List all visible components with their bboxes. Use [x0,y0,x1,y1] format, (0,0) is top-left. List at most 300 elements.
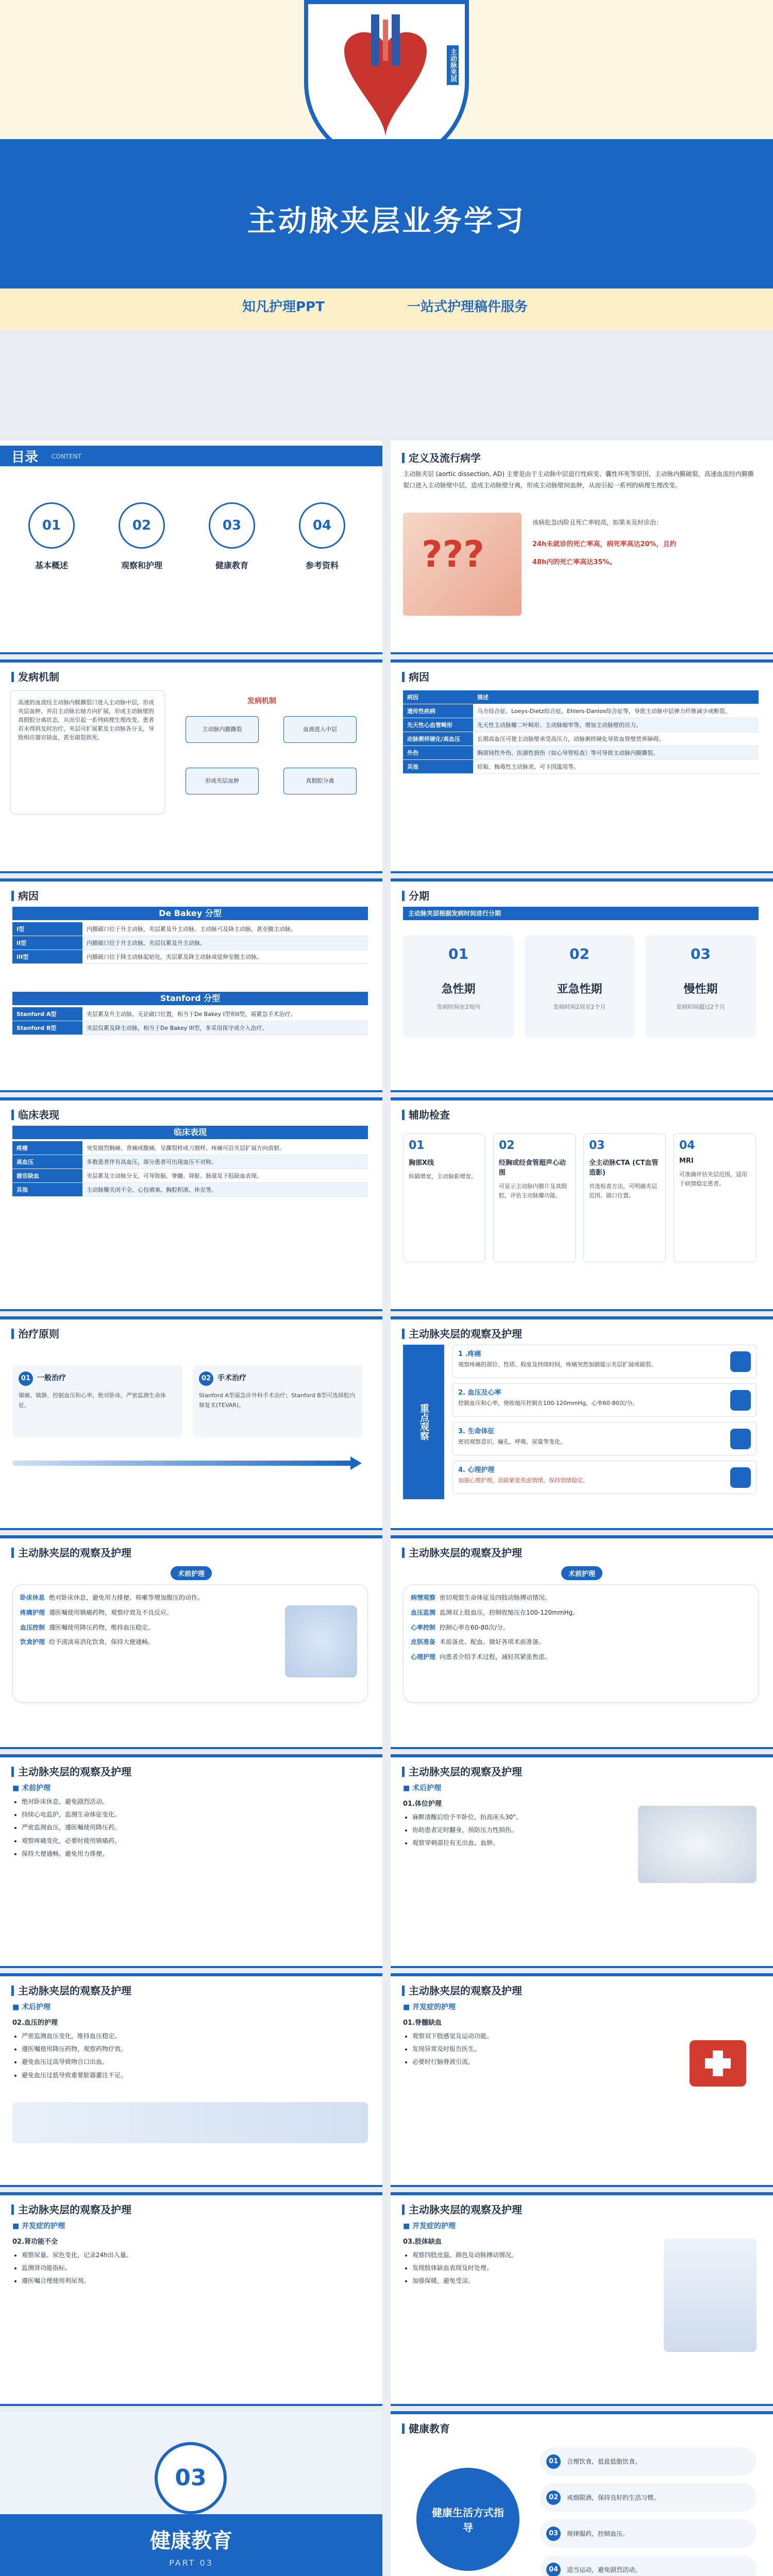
exam-items [403,1133,759,1267]
row-value: 妊娠、梅毒性主动脉炎、可卡因滥用等。 [473,760,759,774]
list-item: • 麻醉清醒后给予半卧位，抬高床头30°。 [412,1811,629,1824]
list-item: • 避免血压过高导致吻合口出血。 [22,2056,377,2069]
obs1-side-label: 重点观察 [418,1403,429,1440]
exam-card [403,1133,485,1262]
phase-card [524,935,635,1038]
obs1-item-desc: 观察疼痛的部位、性质、程度及持续时间，疼痛突然加剧提示夹层扩展或破裂。 [458,1361,657,1368]
obs6-image [12,2102,368,2143]
table-row [12,1007,368,1021]
top-bar [391,878,773,882]
toc-item-label: 基本概述 [35,561,68,570]
observation-slide-9 [391,2192,773,2406]
mechanism-diagram [180,690,366,824]
obs4-head: ■ 术前护理 [12,1784,51,1792]
kv-key: 皮肤准备 [411,1638,436,1646]
first-aid-icon [690,2040,746,2087]
cover-title: 主动脉夹层业务学习 [247,205,526,238]
slide-title: 病因 [402,669,429,684]
health1-item [540,2519,757,2548]
exam-label: 胸部X线 [409,1159,434,1167]
exam-num: 02 [499,1139,515,1152]
mechanism-text: 高速的血流经主动脉内膜撕裂口进入主动脉中层，形成夹层血肿，并沿主动脉长轴方向扩展，形成主动脉壁的真假腔分离状态，从而引起一系列病理生理改变。患者若未得到及时治疗，夹层可扩展累及主动脉各分支，导致相应器官缺血，甚至破裂致死。 [18,699,154,741]
top-bar [0,1973,382,1976]
obs2-head [0,1566,382,1580]
health1-center [416,2468,519,2571]
kv-key: 心率控制 [411,1623,436,1631]
slide-title: 主动脉夹层的观察及护理 [402,1326,522,1341]
toc-title: 目录 [11,450,39,465]
kv-row [20,1622,278,1634]
top-bar [0,878,382,882]
debakey-table [12,922,368,964]
top-bar [0,2192,382,2195]
obs2-items [20,1592,278,1648]
footer-line [391,1966,773,1968]
footer-line [0,652,382,654]
health1-item [540,2483,757,2512]
kv-row [411,1651,751,1663]
obs1-item-label: 4. 心理护理 [458,1466,495,1474]
kv-value: 术前备皮、配血、做好各项术前准备。 [440,1638,545,1646]
obs1-item [452,1345,757,1378]
list-item: • 发现异常及时报告医生。 [412,2043,680,2056]
obs3-items [411,1592,751,1663]
obs1-side-panel [403,1345,444,1499]
exam-num: 04 [679,1139,695,1152]
kv-row [411,1636,751,1648]
stanford-table [12,1007,368,1035]
treatment-label: 手术治疗 [217,1374,246,1382]
obs7-sub: 01.脊髓缺血 [403,2019,442,2027]
health1-num: 03 [546,2527,561,2541]
exam-desc: 纵隔增宽，主动脉影增宽。 [409,1173,477,1180]
list-item: • 协助患者定时翻身，预防压力性损伤。 [412,1824,629,1837]
list-item: • 观察疼痛变化，必要时使用镇痛药。 [22,1835,377,1848]
section3-num: 03 [175,2465,207,2491]
treatment-desc: Stanford A型需急诊外科手术治疗；Stanford B型可选择腔内修复术(TEVAR)。 [199,1392,355,1409]
obs9-list [403,2249,654,2288]
footer-line [0,1966,382,1968]
toc-item-circle: 04 [299,502,345,549]
clinical-head: 临床表现 [12,1126,368,1139]
list-item: • 严密监测血压，遵医嘱使用降压药。 [22,1821,377,1834]
kv-row [411,1592,751,1604]
toc-slide [0,440,382,654]
slide-title: 健康教育 [402,2420,450,2435]
top-bar [391,1316,773,1319]
obs6-list [12,2030,377,2082]
kv-value: 控制心率在60-80次/分。 [440,1623,509,1631]
slide-title: 辅助检查 [402,1107,450,1122]
obs8-list [12,2249,377,2288]
obs5-image [638,1806,757,1883]
table-row [12,1169,368,1183]
cover-brand: 知凡护理PPT [242,299,325,315]
phase-card [403,935,514,1038]
row-key: I型 [12,922,82,936]
row-value: 多数患者伴有高血压，部分患者可出现血压不对称。 [82,1155,368,1169]
table-row [12,936,368,950]
list-item: • 观察四肢皮温、颜色及动脉搏动情况。 [412,2249,654,2262]
cover-slide [0,0,773,330]
obs1-item-label: 1 .疼痛 [458,1350,481,1358]
obs6-head-text: 术后护理 [22,2003,51,2011]
row-key: 动脉粥样硬化/高血压 [403,732,473,746]
slide-title: 主动脉夹层的观察及护理 [402,1545,522,1560]
list-item: • 绝对卧床休息，避免剧烈活动。 [22,1795,377,1808]
exam-card [493,1133,576,1262]
obs3-head-pill: 术前护理 [561,1566,602,1580]
table-row [12,1183,368,1197]
list-item: • 遵医嘱使用降压药物，观察药物疗效。 [22,2043,377,2056]
kv-value: 遵医嘱使用降压药物，维持血压稳定。 [49,1623,155,1631]
footer-line [0,1528,382,1530]
row-key: II型 [12,936,82,950]
footer-line [0,1309,382,1311]
obs5-head: ■ 术后护理 [403,1784,442,1792]
footer-line [391,1528,773,1530]
treatment-arrow [12,1461,352,1466]
toc-subtitle: CONTENT [52,453,82,460]
etiology-table [403,690,759,774]
phase-desc: 发病时间在2周内 [436,1004,480,1010]
obs1-item-icon [730,1429,751,1449]
obs4-head-text: 术前护理 [22,1784,51,1792]
obs7-head-text: 并发症的护理 [412,2003,456,2011]
obs2-image [285,1605,357,1677]
stat-line-1: 24h未就诊的死亡率高，病死率高达20%，且约 [532,540,677,548]
list-item: • 遵医嘱合理使用利尿剂。 [22,2275,377,2287]
phase-label: 急性期 [441,983,476,996]
footer-line [391,652,773,654]
list-item: • 发现肢体缺血表现及时处理。 [412,2262,654,2275]
etiology-table-wrap [403,690,759,774]
toc-item-circle: 01 [28,502,75,549]
slide-title: 主动脉夹层的观察及护理 [11,2201,131,2216]
row-value: 夹层仅累及降主动脉，相当于De Bakey III型，多采用保守或介入治疗。 [82,1021,368,1035]
row-key: 遗传性疾病 [403,704,473,718]
kv-key: 卧床休息 [20,1594,45,1601]
slide-title: 主动脉夹层的观察及护理 [402,1982,522,1997]
observation-slide-6 [0,1973,382,2187]
health1-center-text: 健康生活方式指导 [432,2506,504,2534]
obs1-items [452,1345,757,1504]
definition-slide [391,440,773,654]
slide-title: 病因 [11,888,39,903]
obs8-sub: 02.肾功能不全 [12,2238,58,2246]
exam-num: 01 [409,1139,425,1152]
observation-slide-4 [0,1754,382,1968]
footer-line [391,871,773,873]
row-key: Stanford A型 [12,1007,82,1021]
phase-desc: 发病时间超过2个月 [676,1004,725,1010]
slide-title: 发病机制 [11,669,59,684]
obs1-item-icon [730,1351,751,1372]
mechanism-center-title: 发病机制 [247,697,276,705]
cover-bottom-band [0,289,773,330]
top-bar [391,1973,773,1976]
mechanism-node: 血液进入中层 [283,716,357,743]
phase-num: 02 [569,945,590,962]
arrow-head-icon [350,1456,362,1470]
exam-desc: 首选检查方法，可明确夹层范围、破口位置。 [589,1183,657,1199]
slide-title: 临床表现 [11,1107,59,1122]
toc-item-label: 参考资料 [305,561,339,570]
kv-key: 心理护理 [411,1653,436,1661]
health1-text: 适当运动，避免剧烈活动。 [567,2566,642,2573]
cover-tagline: 一站式护理稿件服务 [407,299,528,315]
heart-icon [308,4,463,159]
exams-slide [391,1097,773,1311]
table-row [403,732,759,746]
observation-slide-5 [391,1754,773,1968]
row-value: 内膜破口位于升主动脉，夹层累及升主动脉、主动脉弓及降主动脉，甚至腹主动脉。 [82,922,368,936]
list-item: • 避免血压过低导致重要脏器灌注不足。 [22,2069,377,2082]
treatment-num: 02 [199,1371,213,1386]
footer-line [0,1747,382,1749]
row-key: 先天性心血管畸形 [403,718,473,732]
list-item: • 加强保暖，避免受凉。 [412,2275,654,2287]
health1-num: 02 [546,2490,561,2505]
exam-card [583,1133,666,1262]
top-bar [391,659,773,663]
kv-value: 绝对卧床休息，避免用力排便、咳嗽等增加腹压的动作。 [49,1594,204,1601]
slide-title: 主动脉夹层的观察及护理 [402,2201,522,2216]
etiology-slide [391,659,773,873]
kv-key: 饮食护理 [20,1638,45,1646]
row-value: 夹层累及主动脉分支，可导致脑、脊髓、肾脏、肠道及下肢缺血表现。 [82,1169,368,1183]
health1-slide [391,2411,773,2576]
treatment-card [193,1365,363,1437]
toc-item[interactable] [281,497,363,611]
toc-item-circle: 03 [209,502,255,549]
exam-num: 03 [589,1139,605,1152]
exam-card [674,1133,756,1262]
list-item: • 必要时行脑脊液引流。 [412,2056,680,2069]
footer-line [0,871,382,873]
top-bar [0,659,382,663]
table-row [12,1155,368,1169]
exam-label: MRI [679,1157,694,1165]
row-key: 外伤 [403,746,473,760]
toc-items [10,497,371,616]
exam-desc: 可显示主动脉内膜片及真假腔，评估主动脉瓣功能。 [499,1183,567,1199]
observation-slide-3 [391,1535,773,1749]
obs9-head: ■ 并发症的护理 [403,2222,456,2230]
section3-part: PART 03 [169,2558,213,2568]
treatment-label: 一般治疗 [37,1374,66,1382]
table-row [403,718,759,732]
stanford-title: Stanford 分型 [12,992,368,1005]
row-value: 先天性主动脉瓣二叶畸形、主动脉缩窄等，增加主动脉壁的应力。 [473,718,759,732]
row-key: 其他 [12,1183,82,1197]
obs9-image [664,2239,757,2352]
health1-text: 戒烟限酒，保持良好的生活习惯。 [567,2494,660,2501]
top-bar [391,2192,773,2195]
list-item: • 监测肾功能指标。 [22,2262,377,2275]
slide-title: 主动脉夹层的观察及护理 [402,1764,522,1778]
row-value: 胸部钝性外伤、医源性损伤（如心导管检查）等可导致主动脉内膜撕裂。 [473,746,759,760]
row-key: 器官缺血 [12,1169,82,1183]
table-row [403,704,759,718]
health1-items [540,2447,757,2576]
treatment-slide [0,1316,382,1530]
mechanism-slide [0,659,382,873]
slide-title: 主动脉夹层的观察及护理 [11,1982,131,1997]
footer-line [391,1090,773,1092]
list-item: • 观察尿量、尿色变化，记录24h出入量。 [22,2249,377,2262]
kv-row [411,1607,751,1619]
treatment-head [199,1371,357,1386]
list-item: • 观察双下肢感觉及运动功能。 [412,2030,680,2043]
toc-item-circle: 02 [119,502,165,549]
footer-line [391,2185,773,2187]
phase-num: 01 [448,945,468,962]
slide-title: 治疗原则 [11,1326,59,1341]
toc-item[interactable] [100,497,183,611]
row-key: III型 [12,950,82,964]
row-key: 高血压 [12,1155,82,1169]
row-value: 马方综合征、Loeys-Dietz综合征、Ehlers-Danlos综合征等，导致主动脉中层弹力纤维减少或断裂。 [473,704,759,718]
obs5-list [403,1811,629,1850]
kv-row [20,1592,278,1604]
health1-text: 规律服药，控制血压。 [567,2530,629,2537]
observation-slide-7 [391,1973,773,2187]
top-bar [0,1097,382,1100]
top-bar [391,1097,773,1100]
obs1-item-label: 2. 血压及心率 [458,1389,501,1397]
obs6-sub: 02.血压的护理 [12,2019,58,2027]
toc-item[interactable] [191,497,273,611]
obs1-item [452,1422,757,1455]
phases-items [403,935,759,1048]
mechanism-node: 主动脉内膜撕裂 [186,716,259,743]
exam-label: 全主动脉CTA (CT血管造影) [589,1159,659,1177]
row-key: 疼痛 [12,1141,82,1155]
mechanism-node: 形成夹层血肿 [186,768,259,794]
footer-line [0,1090,382,1092]
top-bar [0,1535,382,1538]
kv-value: 密切观察生命体征及四肢动脉搏动情况。 [440,1594,551,1601]
definition-text: 主动脉夹层 (aortic dissection, AD) 主要是由于主动脉中层退行性病变、囊性坏死等原因，主动脉内膜破裂，高速血流经内膜撕裂口进入主动脉壁中层，造成主动脉壁分离，形成主动脉壁间血肿，从而引起一系列的病理生理改变。 [403,470,754,489]
row-key: Stanford B型 [12,1021,82,1035]
obs8-head: ■ 并发症的护理 [12,2222,65,2230]
top-bar [0,1754,382,1757]
footer-line [0,2404,382,2406]
row-key: 其他 [403,760,473,774]
exam-label: 经胸或经食管超声心动图 [499,1159,566,1177]
slide-title: 分期 [402,888,429,903]
table-row [12,1141,368,1155]
question-marks: ??? [422,533,484,575]
kv-key: 血压监测 [411,1608,436,1616]
slide-title: 主动脉夹层的观察及护理 [11,1764,131,1778]
kv-key: 病情观察 [411,1594,436,1601]
kv-row [411,1622,751,1634]
row-value: 夹层累及升主动脉，无论破口位置，相当于De Bakey I型和II型，需紧急手术治疗。 [82,1007,368,1021]
kv-key: 血压控制 [20,1623,45,1631]
row-value: 内膜破口位于降主动脉起始处，夹层累及降主动脉或延伸至腹主动脉。 [82,950,368,964]
toc-item-label: 健康教育 [215,561,248,570]
footer-line [391,1747,773,1749]
toc-item[interactable] [10,497,93,611]
obs1-item-desc: 控制血压和心率，使收缩压控制在100-120mmHg，心率60-80次/分。 [458,1400,638,1406]
obs2-head-pill: 术前护理 [171,1566,212,1580]
footer-line [391,1309,773,1311]
section3-title: 健康教育 [150,2529,232,2553]
phase-card [645,935,756,1038]
row-value: 突发剧烈胸痛、背痛或腹痛，呈撕裂样或刀割样，疼痛可沿夹层扩展方向放射。 [82,1141,368,1155]
obs1-item-icon [730,1390,751,1411]
obs1-item-label: 3. 生命体征 [458,1428,495,1435]
section3-slide [0,2411,382,2576]
obs7-list [403,2030,680,2069]
stat-intro: 该病危急凶险且死亡率较高，如果未及时诊治： [532,519,663,526]
obs4-list [12,1795,377,1860]
table-row [12,922,368,936]
row-value: 内膜破口位于升主动脉，夹层仅累及升主动脉。 [82,936,368,950]
top-bar [391,1535,773,1538]
obs1-item-desc: 加强心理护理，消除紧张焦虑情绪，保持情绪稳定。 [458,1477,589,1484]
row-value: 长期高血压可使主动脉壁承受高压力，动脉粥样硬化导致血管壁营养障碍。 [473,732,759,746]
obs3-head [391,1566,773,1580]
stat-line-2: 48h内的死亡率高达35%。 [532,558,616,566]
obs3-card [403,1584,759,1703]
kv-row [20,1636,278,1648]
phase-label: 亚急性期 [557,983,602,996]
kv-value: 监测双上肢血压，控制收缩压在100-120mmHg。 [440,1608,579,1616]
health1-text: 合理饮食，低盐低脂饮食。 [567,2458,642,2465]
treatment-card [12,1365,182,1437]
row-value: 主动脉瓣关闭不全、心包填塞、胸腔积液、休克等。 [82,1183,368,1197]
clinical-slide [0,1097,382,1311]
kv-value: 遵医嘱使用镇痛药物，观察疗效及不良反应。 [49,1608,173,1616]
clinical-table [12,1141,368,1197]
classification-slide [0,878,382,1092]
definition-body [403,469,759,491]
top-bar [391,2411,773,2414]
top-bar [391,1754,773,1757]
treatment-items [12,1365,368,1443]
treatment-head [19,1371,176,1386]
health1-item [540,2555,757,2576]
table-head-k: 病因 [403,690,473,704]
toc-item-label: 观察和护理 [121,561,162,570]
health1-num: 01 [546,2454,561,2469]
treatment-num: 01 [19,1371,33,1386]
observation-slide-8 [0,2192,382,2406]
list-item: • 保持大便通畅，避免用力排便。 [22,1848,377,1860]
kv-key: 疼痛护理 [20,1608,45,1616]
observation-slide-1 [391,1316,773,1530]
exam-desc: 可准确评估夹层范围，适用于病情稳定患者。 [679,1171,747,1187]
debakey-title: De Bakey 分型 [12,907,368,920]
obs1-item-icon [730,1467,751,1488]
kv-value: 给予清淡易消化饮食，保持大便通畅。 [49,1638,155,1646]
list-item: • 严密监测血压变化，维持血压稳定。 [22,2030,377,2043]
slide-title: 主动脉夹层的观察及护理 [11,1545,131,1560]
health1-item [540,2447,757,2476]
obs2-card [12,1584,368,1703]
obs8-head-text: 并发症的护理 [22,2222,65,2230]
kv-value: 向患者介绍手术过程，减轻其紧张焦虑。 [440,1653,551,1661]
obs6-head: ■ 术后护理 [12,2003,51,2011]
obs1-item-desc: 密切观察意识、瞳孔、呼吸、尿量等变化。 [458,1438,566,1445]
footer-line [0,2185,382,2187]
obs5-sub: 01.体位护理 [403,1800,442,1808]
list-item: • 观察穿刺部位有无出血、血肿。 [412,1837,629,1850]
table-row [403,760,759,774]
